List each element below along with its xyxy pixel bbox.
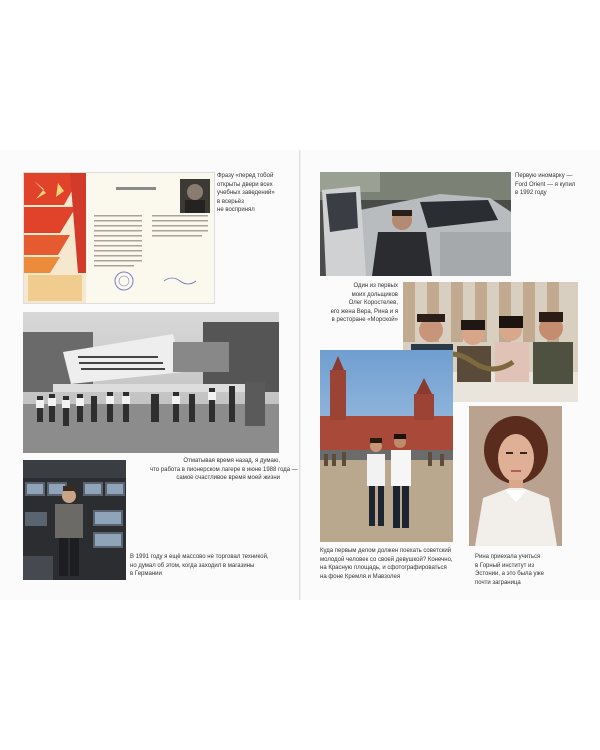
- germany-store-image: [23, 460, 126, 580]
- caption-friends: Один из первых моих дольщиков Олег Коростелев, его жена Вера, Рина и я в ресторане «Морской»: [330, 283, 398, 323]
- ford-car-photo: [320, 172, 511, 276]
- ford-car-image: [320, 172, 511, 276]
- caption-red-square: Куда первым делом должен поехать советский молодой человек со своей девушкой? Конечно, на Красную площадь, и сфотографироваться на фоне Кремля и Мавзолея: [320, 548, 453, 580]
- certificate-image: [24, 173, 214, 303]
- caption-pioneer-camp: Отматывая время назад, я думаю, что работа в пионерском лагере в июне 1988 года — самое счастливое время моей жизни: [150, 458, 298, 481]
- caption-ford: Первую иномарку — Ford Orient — я купил в 1992 году: [515, 173, 576, 196]
- caption-rina: Рина приехала учиться в Горный институт из Эстонии, а это была уже почти заграница: [475, 554, 544, 586]
- rina-portrait-photo: [469, 406, 562, 546]
- red-square-photo: [320, 350, 453, 542]
- pioneer-camp-photo: [23, 312, 279, 453]
- rina-portrait-image: [469, 406, 562, 546]
- caption-germany: В 1991 году я ещё массово не торговал техникой, но думал об этом, когда заходил в магазины в Германии: [130, 554, 269, 577]
- germany-store-photo: [23, 460, 126, 580]
- caption-certificate: Фразу «перед тобой открыты двери всех учебных заведений» в всерьёз не воспринял: [217, 173, 275, 213]
- red-square-image: [320, 350, 453, 542]
- certificate-photo: [23, 172, 215, 304]
- pioneer-camp-image: [23, 312, 279, 453]
- book-gutter: [299, 150, 301, 600]
